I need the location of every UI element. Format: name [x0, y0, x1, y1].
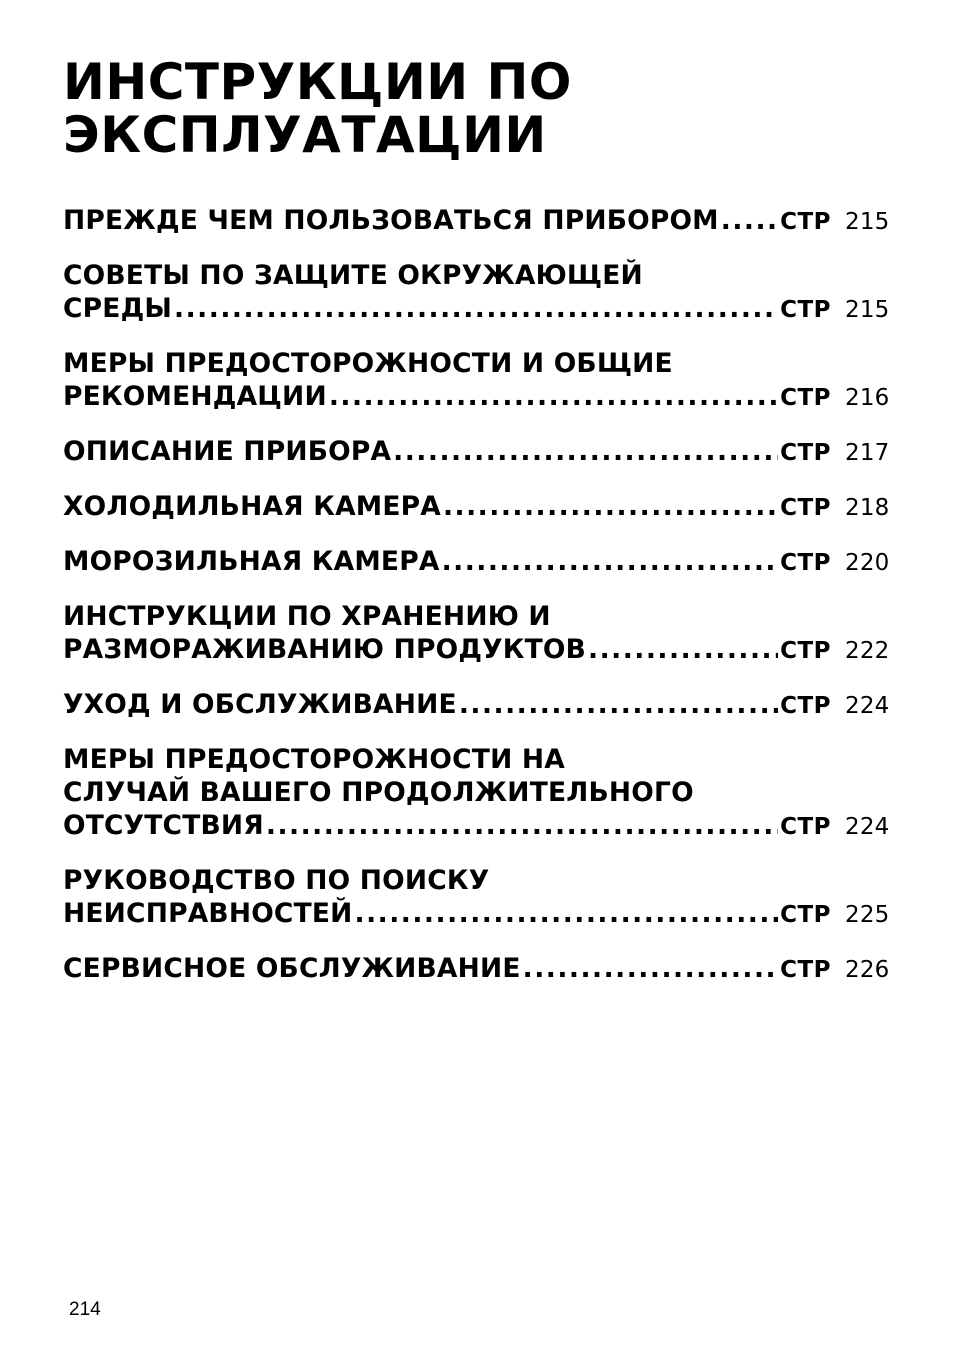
toc-entry-row: [63, 688, 889, 723]
toc-entry-title-line: МОРОЗИЛЬНАЯ КАМЕРА: [63, 546, 440, 577]
toc-entry-title-line: СРЕДЫ: [63, 293, 173, 324]
page-reference: [780, 437, 889, 470]
toc-entry[interactable]: [63, 545, 889, 580]
toc-page-number: 218: [845, 495, 890, 521]
page-reference: [780, 899, 889, 932]
dot-leader: [442, 545, 779, 578]
toc-entry-title-line: РЕКОМЕНДАЦИИ: [63, 381, 327, 412]
toc-entry-title-line: РУКОВОДСТВО ПО ПОИСКУ: [63, 865, 490, 896]
toc-entry[interactable]: [63, 435, 889, 470]
page-reference: [780, 547, 889, 580]
page-title: [63, 53, 883, 164]
toc-entry[interactable]: [63, 743, 889, 844]
toc-entry[interactable]: [63, 688, 889, 723]
page-reference: [780, 954, 889, 987]
toc-page-number: 215: [845, 209, 890, 235]
toc-page-number: 225: [845, 902, 890, 928]
dot-leader: [174, 292, 778, 325]
toc-page-number: 220: [845, 550, 890, 576]
toc-page-number: 215: [845, 297, 890, 323]
toc-entry[interactable]: [63, 952, 889, 987]
page-reference: [780, 206, 889, 239]
toc-entry[interactable]: [63, 204, 889, 239]
toc-entry-row: [63, 545, 889, 580]
toc-entry[interactable]: [63, 864, 889, 932]
toc-entry-title-line: СЕРВИСНОЕ ОБСЛУЖИВАНИЕ: [63, 953, 521, 984]
dot-leader: [459, 688, 778, 721]
toc-entry-row: [63, 490, 889, 525]
toc-entry-title-line: ОПИСАНИЕ ПРИБОРА: [63, 436, 392, 467]
toc-entry-title-line: УХОД И ОБСЛУЖИВАНИЕ: [63, 689, 457, 720]
toc-entry[interactable]: [63, 490, 889, 525]
dot-leader: [329, 380, 778, 413]
toc-entry[interactable]: [63, 259, 889, 327]
page-reference: [780, 382, 889, 415]
toc-entry-title-line: СЛУЧАЙ ВАШЕГО ПРОДОЛЖИТЕЛЬНОГО: [63, 777, 694, 808]
page-reference: [780, 294, 889, 327]
page-abbrev: СТР: [780, 385, 831, 411]
page-abbrev: СТР: [780, 550, 831, 576]
page-reference: [780, 690, 889, 723]
page-abbrev: СТР: [780, 638, 831, 664]
toc-entry-title-line: МЕРЫ ПРЕДОСТОРОЖНОСТИ И ОБЩИЕ: [63, 348, 673, 379]
toc-entry-title-line: МЕРЫ ПРЕДОСТОРОЖНОСТИ НА: [63, 744, 565, 775]
toc-entry-row: [63, 292, 889, 327]
toc-entry-title-line: ИНСТРУКЦИИ ПО ХРАНЕНИЮ И: [63, 601, 551, 632]
page-reference: [780, 811, 889, 844]
toc-entry[interactable]: [63, 347, 889, 415]
page-number: 214: [69, 1299, 101, 1320]
page-abbrev: СТР: [780, 902, 831, 928]
page-abbrev: СТР: [780, 495, 831, 521]
toc-page-number: 224: [845, 814, 890, 840]
title-line: ИНСТРУКЦИИ ПО: [63, 53, 572, 111]
table-of-contents: [63, 204, 889, 1007]
toc-entry-title-line: ХОЛОДИЛЬНАЯ КАМЕРА: [63, 491, 441, 522]
page-abbrev: СТР: [780, 814, 831, 840]
toc-entry-title-line: ПРЕЖДЕ ЧЕМ ПОЛЬЗОВАТЬСЯ ПРИБОРОМ: [63, 205, 719, 236]
toc-entry-title-line: СОВЕТЫ ПО ЗАЩИТЕ ОКРУЖАЮЩЕЙ: [63, 260, 643, 291]
page-abbrev: СТР: [780, 693, 831, 719]
page-abbrev: СТР: [780, 957, 831, 983]
toc-page-number: 216: [845, 385, 890, 411]
dot-leader: [721, 204, 778, 237]
toc-page-number: 224: [845, 693, 890, 719]
toc-page-number: 222: [845, 638, 890, 664]
toc-entry-row: [63, 204, 889, 239]
page-abbrev: СТР: [780, 209, 831, 235]
toc-entry-row: [63, 380, 889, 415]
toc-entry-row: [63, 952, 889, 987]
page-reference: [780, 492, 889, 525]
dot-leader: [443, 490, 778, 523]
toc-entry[interactable]: [63, 600, 889, 668]
page-abbrev: СТР: [780, 297, 831, 323]
toc-entry-row: [63, 633, 889, 668]
toc-entry-title-line: ОТСУТСТВИЯ: [63, 810, 264, 841]
toc-page-number: 226: [845, 957, 890, 983]
toc-entry-row: [63, 435, 889, 470]
dot-leader: [523, 952, 778, 985]
toc-entry-row: [63, 897, 889, 932]
toc-entry-title-line: НЕИСПРАВНОСТЕЙ: [63, 898, 353, 929]
title-line: ЭКСПЛУАТАЦИИ: [63, 106, 547, 164]
dot-leader: [355, 897, 779, 930]
dot-leader: [266, 809, 778, 842]
dot-leader: [393, 435, 778, 468]
page-reference: [780, 635, 889, 668]
toc-page-number: 217: [845, 440, 890, 466]
dot-leader: [588, 633, 778, 666]
page-abbrev: СТР: [780, 440, 831, 466]
toc-entry-row: [63, 809, 889, 844]
toc-entry-title-line: РАЗМОРАЖИВАНИЮ ПРОДУКТОВ: [63, 634, 587, 665]
